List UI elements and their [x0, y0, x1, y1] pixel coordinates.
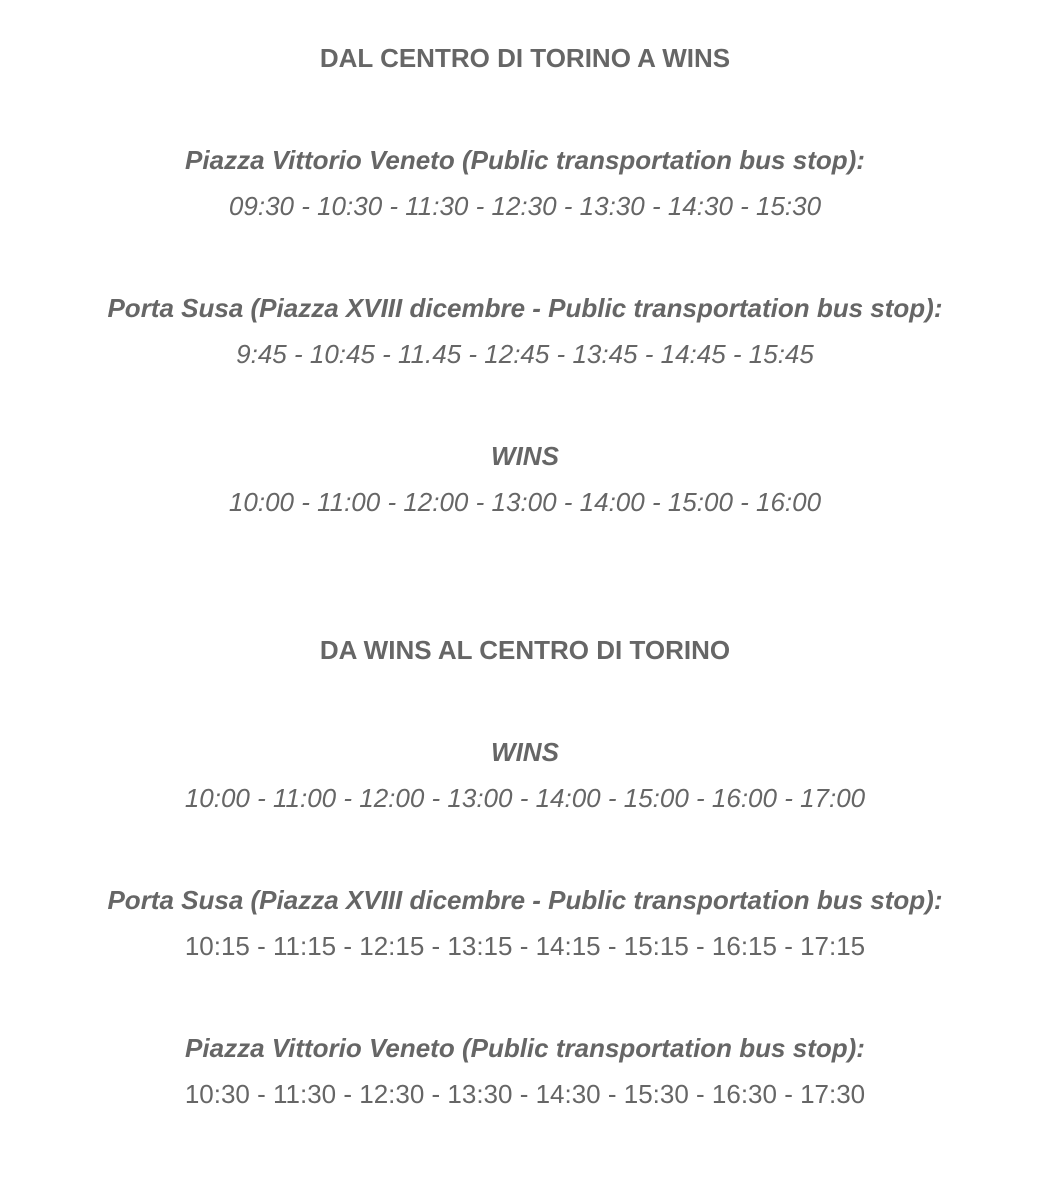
outbound-stop-name: WINS: [491, 441, 559, 471]
return-stop-times: 10:00 - 11:00 - 12:00 - 13:00 - 14:00 - 15:00 - 16:00 - 17:00: [184, 783, 866, 813]
outbound-stop-times: 09:30 - 10:30 - 11:30 - 12:30 - 13:30 - 14:30 - 15:30: [228, 191, 822, 221]
return-section-title: DA WINS AL CENTRO DI TORINO: [319, 635, 731, 665]
outbound-stop-times: 10:00 - 11:00 - 12:00 - 13:00 - 14:00 - 15:00 - 16:00: [228, 487, 822, 517]
outbound-stop-times: 9:45 - 10:45 - 11.45 - 12:45 - 13:45 - 14:45 - 15:45: [236, 339, 814, 369]
return-stop-name: Piazza Vittorio Veneto (Public transportation bus stop):: [185, 1033, 865, 1063]
outbound-stop-name: Porta Susa (Piazza XVIII dicembre - Public transportation bus stop):: [107, 293, 943, 323]
return-stop-times: 10:15 - 11:15 - 12:15 - 13:15 - 14:15 - 15:15 - 16:15 - 17:15: [184, 931, 866, 961]
return-stop-times: 10:30 - 11:30 - 12:30 - 13:30 - 14:30 - 15:30 - 16:30 - 17:30: [184, 1079, 866, 1109]
outbound-section-title: DAL CENTRO DI TORINO A WINS: [319, 43, 731, 73]
outbound-stop-name: Piazza Vittorio Veneto (Public transportation bus stop):: [185, 145, 865, 175]
return-stop-name: WINS: [491, 737, 559, 767]
return-stop-name: Porta Susa (Piazza XVIII dicembre - Public transportation bus stop):: [107, 885, 943, 915]
